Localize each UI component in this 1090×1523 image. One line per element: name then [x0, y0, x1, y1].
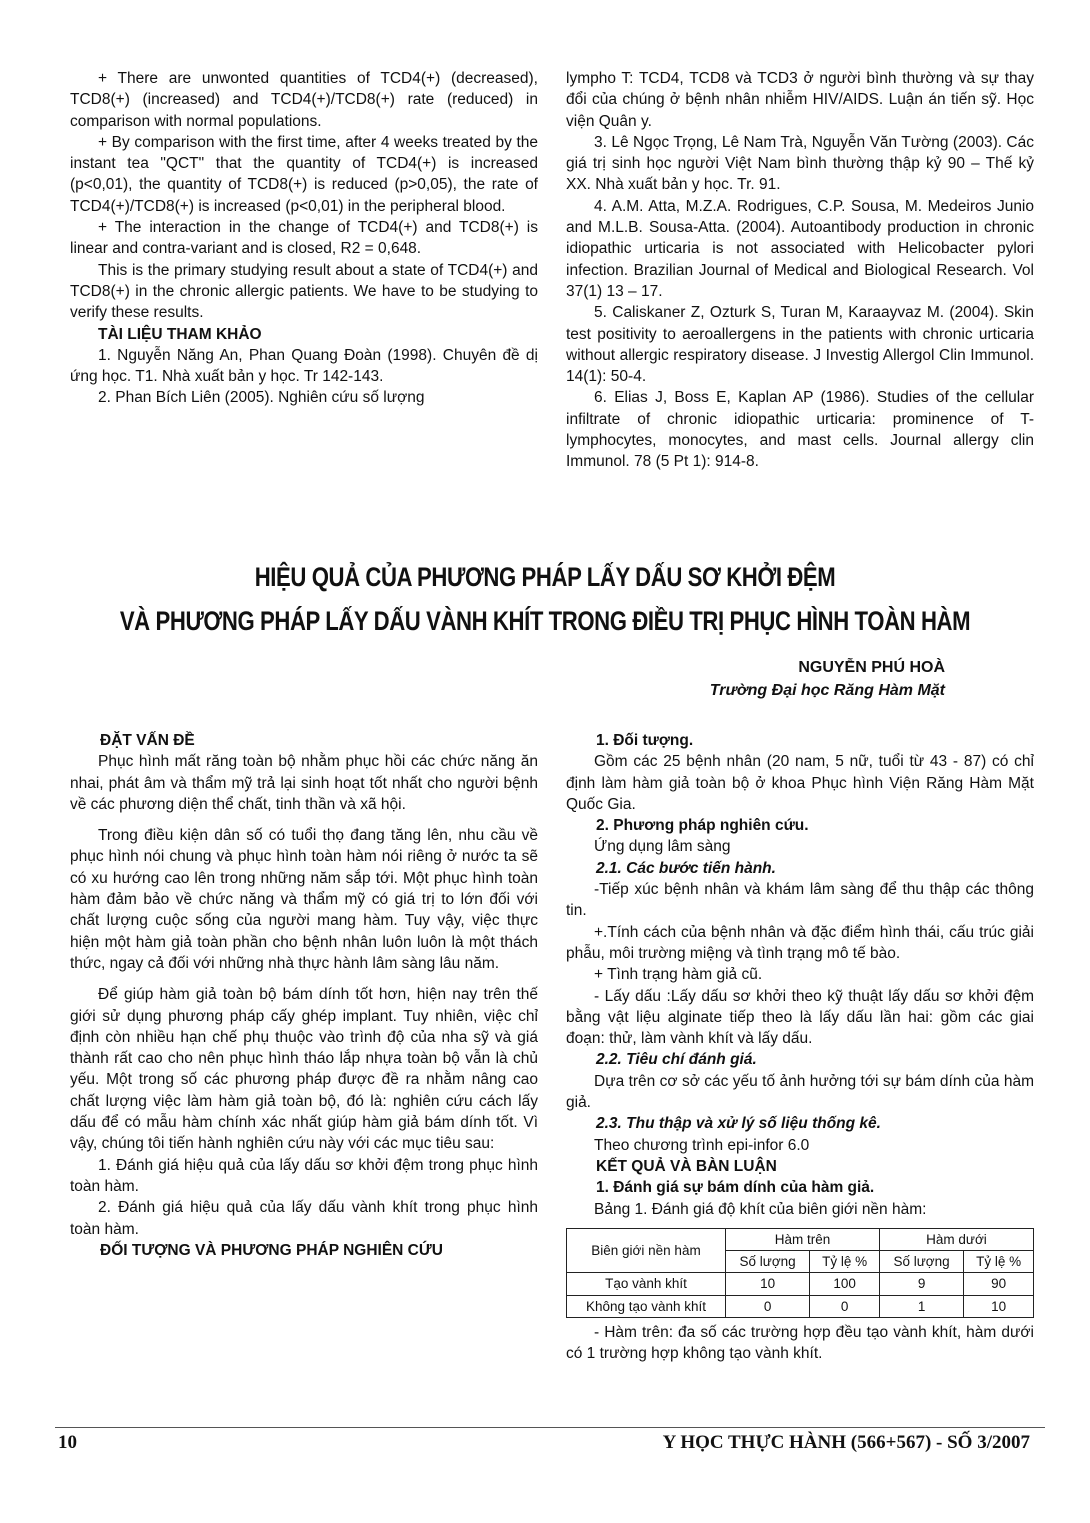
- table-cell: Không tạo vành khít: [567, 1295, 726, 1317]
- conclusion-3: + The interaction in the change of TCD4(+) and TCD8(+) is linear and contra-variant and is closed, R2 = 0,648.: [70, 219, 538, 258]
- statistics-heading: 2.3. Thu thập và xử lý số liệu thống kê.: [596, 1115, 881, 1133]
- reference-5: 5. Caliskaner Z, Ozturk S, Turan M, Karaayvaz M. (2004). Skin test positivity to aeroallergens in the patients with chronic urticaria without allergic respiratory disease. J Investig Allergol Clin Immunol. 14(1): 50-4.: [566, 304, 1034, 386]
- section-introduction-heading: ĐẶT VẤN ĐỀ: [100, 732, 195, 749]
- references-heading: TÀI LIỆU THAM KHẢO: [98, 325, 262, 343]
- table-cell: 90: [964, 1273, 1034, 1295]
- criteria-paragraph: Dựa trên cơ sở các yếu tố ảnh hưởng tới sự bám dính của hàm giả.: [566, 1072, 1034, 1112]
- step-4: - Lấy dấu :Lấy dấu sơ khởi theo kỹ thuật lấy dấu sơ khởi đệm bằng vật liệu alginate tiếp theo là lấy dấu lần hai: gồm các giai đoạn: thử, làm vành khít và lấy dấu.: [566, 987, 1034, 1048]
- reference-2-cont: lympho T: TCD4, TCD8 và TCD3 ở người bình thường và sự thay đổi của chúng ở bệnh nhân nhiễm HIV/AIDS. Luận án tiến sỹ. Học viện Quân y.: [566, 70, 1034, 130]
- reference-4: 4. A.M. Atta, M.Z.A. Rodrigues, C.P. Sousa, M. Medeiros Junio and M.L.B. Sousa-Atta. (2004). Autoantibody production in chronic idiopathic urticaria is not associated with Helicobacter pylori infection. Brazilian Journal of Medical and Biological Research. Vol 37(1) 13 – 17.: [566, 197, 1034, 300]
- table-subheader-count-lower: Số lượng: [879, 1251, 963, 1273]
- objective-2: 2. Đánh giá hiệu quả của lấy dấu vành khít trong phục hình toàn hàm.: [70, 1199, 538, 1238]
- step-3: + Tình trạng hàm giả cũ.: [594, 966, 763, 984]
- intro-paragraph-2: Trong điều kiện dân số có tuổi thọ đang tăng lên, nhu cầu về phục hình nói chung và phục hình toàn hàm nói riêng ở nước ta sẽ có xu hướng cao lên trong những năm sắp tới. Một phục hình toàn hàm đảm bảo về chức năng và thẩm mỹ có giá trị to lớn đối với chất lượng cuộc sống của người mang hàm. Tuy vậy, việc thực hiện một hàm giả toàn phần cho bệnh nhân luôn luôn là một thách thức, ngay cả đối với những nhà thực hành lâm sàng lâu năm.: [70, 827, 538, 972]
- table-row: [567, 1295, 1034, 1317]
- intro-paragraph-3: Để giúp hàm giả toàn bộ bám dính tốt hơn, hiện nay trên thế giới sử dụng phương pháp cấy ghép implant. Tuy nhiên, việc chỉ định còn nhiều hạn chế phụ thuộc vào trình độ của nha sỹ và giá thành rất cao cho nên phục hình tháo lắp nhựa toàn bộ vẫn là chủ yếu. Một trong số các phương pháp được đề ra nhằm nâng cao chất lượng việc làm hàm giả toàn bộ, đó là: nghiên cứu cách lấy dấu để có mẫu hàm chính xác nhất giúp hàm giả bám dính tốt. Vì vậy, chúng tôi tiến hành nghiên cứu này với các mục tiêu sau:: [70, 986, 538, 1153]
- criteria-heading: 2.2. Tiêu chí đánh giá.: [596, 1051, 757, 1069]
- objective-1: 1. Đánh giá hiệu quả của lấy dấu sơ khởi đệm trong phục hình toàn hàm.: [70, 1156, 538, 1195]
- methods-paragraph: Ứng dụng lâm sàng: [594, 838, 731, 856]
- table-caption: Bảng 1. Đánh giá độ khít của biên giới nền hàm:: [594, 1200, 927, 1218]
- results-heading: KẾT QUẢ VÀ BÀN LUẬN: [596, 1157, 777, 1175]
- reference-3: 3. Lê Ngọc Trọng, Lê Nam Trà, Nguyễn Văn Tường (2003). Các giá trị sinh học người Việt Nam bình thường thập kỷ 90 – Thế kỷ XX. Nhà xuất bản y học. Tr. 91.: [566, 133, 1034, 194]
- body-right-column: [566, 730, 1034, 1365]
- methods-heading: 2. Phương pháp nghiên cứu.: [596, 817, 809, 835]
- intro-paragraph-1: Phục hình mất răng toàn bộ nhằm phục hồi các chức năng ăn nhai, phát âm và thẩm mỹ trả lại sinh hoạt tốt nhất cho người bệnh về các phương diện thể chất, tinh thần và xã hội.: [70, 753, 538, 813]
- table-cell: 0: [726, 1295, 810, 1317]
- table-cell: 9: [879, 1273, 963, 1295]
- journal-footer: Y HỌC THỰC HÀNH (566+567) - SỐ 3/2007: [662, 1432, 1030, 1453]
- table-1: [566, 1228, 1034, 1318]
- table-subheader-rate-lower: Tỷ lệ %: [964, 1251, 1034, 1273]
- statistics-paragraph: Theo chương trình epi-infor 6.0: [594, 1136, 810, 1154]
- page-number: 10: [58, 1432, 77, 1453]
- table-cell: 100: [810, 1273, 880, 1295]
- subjects-paragraph: Gồm các 25 bệnh nhân (20 nam, 5 nữ, tuổi từ 43 - 87) có chỉ định làm hàm giả toàn bộ ở khoa Phục hình Viện Răng Hàm Mặt Quốc Gia.: [566, 753, 1034, 813]
- section-methods-heading: ĐỐI TƯỢNG VÀ PHƯƠNG PHÁP NGHIÊN CỨU: [100, 1241, 443, 1259]
- conclusion-2: + By comparison with the first time, after 4 weeks treated by the instant tea "QCT" that the quantity of TCD4(+) is increased (p<0,01), the quantity of TCD8(+) is reduced (p>0,05), the rate of TCD4(+)/TCD8(+) is increased (p<0,01) in the peripheral blood.: [70, 133, 538, 215]
- article-title-line-2: VÀ PHƯƠNG PHÁP LẤY DẤU VÀNH KHÍT TRONG ĐIỀU TRỊ PHỤC HÌNH TOÀN HÀM: [119, 606, 971, 636]
- steps-heading: 2.1. Các bước tiến hành.: [596, 859, 776, 877]
- top-left-column: [70, 68, 538, 409]
- table-cell: 0: [810, 1295, 880, 1317]
- results-paragraph: - Hàm trên: đa số các trường hợp đều tạo vành khít, hàm dưới có 1 trường hợp không tạo vành khít.: [566, 1324, 1034, 1363]
- author-affiliation: Trường Đại học Răng Hàm Mặt: [709, 682, 945, 699]
- step-2: +.Tính cách của bệnh nhân và đặc điểm hình thái, cấu trúc giải phẫu, môi trường miệng và tình trạng mô tế bào.: [566, 923, 1034, 962]
- table-header-border: Biên giới nền hàm: [567, 1228, 726, 1273]
- author-name: NGUYỄN PHÚ HOÀ: [798, 659, 945, 676]
- top-right-column: [566, 68, 1034, 473]
- table-row: [567, 1273, 1034, 1295]
- table-cell: 10: [964, 1295, 1034, 1317]
- step-1: -Tiếp xúc bệnh nhân và khám lâm sàng để thu thập các thông tin.: [566, 881, 1034, 920]
- subjects-heading: 1. Đối tượng.: [596, 732, 694, 749]
- conclusion-4: This is the primary studying result about a state of TCD4(+) and TCD8(+) in the chronic allergic patients. We have to be studying to verify these results.: [70, 261, 538, 322]
- results-subheading: 1. Đánh giá sự bám dính của hàm giả.: [596, 1179, 875, 1197]
- table-cell: Tạo vành khít: [567, 1273, 726, 1295]
- conclusion-1: + There are unwonted quantities of TCD4(+) (decreased), TCD8(+) (increased) and TCD4(+)/TCD8(+) rate (reduced) in comparison with normal populations.: [70, 70, 538, 130]
- table-header-lower: Hàm dưới: [879, 1228, 1033, 1250]
- reference-6: 6. Elias J, Boss E, Kaplan AP (1986). Studies of the cellular infiltrate of chronic idiopathic urticaria: prominence of T-lymphocytes, monocytes, and mast cells. Journal allergy clin Immunol. 78 (5 Pt 1): 914-8.: [566, 389, 1034, 471]
- table-subheader-rate-upper: Tỷ lệ %: [810, 1251, 880, 1273]
- table-header-upper: Hàm trên: [726, 1228, 880, 1250]
- body-left-column: [70, 730, 538, 1261]
- table-cell: 1: [879, 1295, 963, 1317]
- article-title-line-1: HIỆU QUẢ CỦA PHƯƠNG PHÁP LẤY DẤU SƠ KHỞI ĐỆM: [254, 562, 836, 592]
- footer-rule: [55, 1427, 1045, 1428]
- table-subheader-count-upper: Số lượng: [726, 1251, 810, 1273]
- table-cell: 10: [726, 1273, 810, 1295]
- reference-2: 2. Phan Bích Liên (2005). Nghiên cứu số lượng: [98, 389, 425, 407]
- reference-1: 1. Nguyễn Năng An, Phan Quang Đoàn (1998). Chuyên đề dị ứng học. T1. Nhà xuất bản y học. Tr 142-143.: [70, 346, 538, 386]
